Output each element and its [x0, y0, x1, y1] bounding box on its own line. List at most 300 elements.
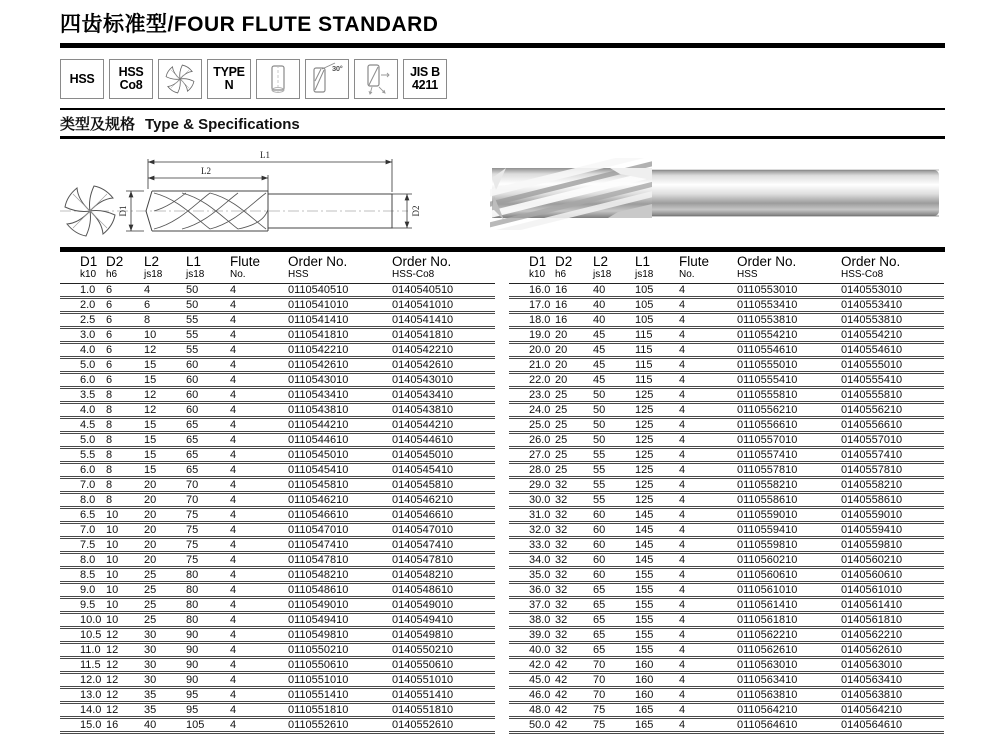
table-cell: 60	[186, 373, 230, 388]
table-cell: 0140549010	[392, 598, 495, 613]
table-cell: 5.5	[60, 448, 106, 463]
table-cell: 0140545810	[392, 478, 495, 493]
table-cell: 4	[230, 628, 288, 643]
table-cell: 75	[593, 718, 635, 733]
table-row	[60, 628, 495, 643]
table-cell: 28.0	[509, 463, 555, 478]
table-cell: 3.0	[60, 328, 106, 343]
table-cell: 25	[555, 403, 593, 418]
table-row	[509, 298, 944, 313]
table-cell: 32	[555, 613, 593, 628]
table-cell: 10.5	[60, 628, 106, 643]
table-cell: 0110548210	[288, 568, 392, 583]
table-row	[60, 673, 495, 688]
table-cell: 0140551810	[392, 703, 495, 718]
table-cell: 6	[106, 373, 144, 388]
table-cell: 125	[635, 418, 679, 433]
table-cell: 4	[230, 538, 288, 553]
table-cell: 25	[555, 388, 593, 403]
table-cell: 75	[186, 523, 230, 538]
badge-hss-co8-line2: Co8	[119, 78, 143, 92]
table-cell: 7.5	[60, 538, 106, 553]
table-row	[509, 553, 944, 568]
table-cell: 6	[106, 313, 144, 328]
table-cell: 6.0	[60, 373, 106, 388]
table-cell: 4	[679, 703, 737, 718]
table-row	[509, 284, 944, 298]
badge-hss-label: HSS	[69, 71, 95, 86]
table-cell: 0110547810	[288, 553, 392, 568]
table-row	[509, 598, 944, 613]
table-row	[60, 433, 495, 448]
table-cell: 70	[186, 478, 230, 493]
table-cell: 50	[593, 418, 635, 433]
table-cell: 40.0	[509, 643, 555, 658]
table-cell: 4	[679, 673, 737, 688]
table-row	[60, 313, 495, 328]
table-cell: 40	[593, 298, 635, 313]
table-cell: 160	[635, 673, 679, 688]
table-cell: 0110555810	[737, 388, 841, 403]
table-row	[509, 328, 944, 343]
table-cell: 4	[230, 448, 288, 463]
dimension-drawing	[60, 145, 460, 243]
table-cell: 0140543410	[392, 388, 495, 403]
table-cell: 4	[230, 403, 288, 418]
table-cell: 32	[555, 493, 593, 508]
table-cell: 0140562210	[841, 628, 944, 643]
table-cell: 4	[230, 643, 288, 658]
table-cell: 0140546210	[392, 493, 495, 508]
table-cell: 6	[106, 298, 144, 313]
table-cell: 20	[144, 538, 186, 553]
table-cell: 0140548210	[392, 568, 495, 583]
table-cell: 45	[593, 343, 635, 358]
table-cell: 8	[144, 313, 186, 328]
table-row	[60, 568, 495, 583]
table-cell: 30.0	[509, 493, 555, 508]
table-row	[509, 703, 944, 718]
table-cell: 12	[144, 403, 186, 418]
table-cell: 4	[230, 433, 288, 448]
table-cell: 0110546610	[288, 508, 392, 523]
table-cell: 8	[106, 403, 144, 418]
table-cell: 20.0	[509, 343, 555, 358]
table-cell: 0110553410	[737, 298, 841, 313]
table-cell: 0110561410	[737, 598, 841, 613]
table-cell: 0140548610	[392, 583, 495, 598]
table-cell: 0140563410	[841, 673, 944, 688]
table-cell: 80	[186, 598, 230, 613]
table-cell: 0140558210	[841, 478, 944, 493]
table-cell: 0110557810	[737, 463, 841, 478]
table-cell: 125	[635, 493, 679, 508]
table-row	[60, 298, 495, 313]
table-cell: 29.0	[509, 478, 555, 493]
table-cell: 10.0	[60, 613, 106, 628]
table-cell: 55	[186, 313, 230, 328]
table-cell: 4	[230, 718, 288, 733]
table-cell: 125	[635, 463, 679, 478]
table-cell: 20	[555, 358, 593, 373]
table-cell: 1.0	[60, 284, 106, 298]
table-cell: 75	[186, 538, 230, 553]
table-cell: 0110560210	[737, 553, 841, 568]
table-cell: 125	[635, 388, 679, 403]
table-cell: 10	[144, 328, 186, 343]
table-cell: 4	[230, 343, 288, 358]
table-cell: 0110543010	[288, 373, 392, 388]
col-d2: D2 h6	[106, 252, 144, 284]
table-cell: 0110558610	[737, 493, 841, 508]
table-cell: 16	[555, 313, 593, 328]
table-cell: 60	[186, 403, 230, 418]
col-l1: L1 js18	[186, 252, 230, 284]
table-cell: 65	[593, 613, 635, 628]
table-cell: 16.0	[509, 284, 555, 298]
table-cell: 0140549410	[392, 613, 495, 628]
table-cell: 0140559010	[841, 508, 944, 523]
table-cell: 0110553810	[737, 313, 841, 328]
table-row	[60, 358, 495, 373]
table-cell: 155	[635, 628, 679, 643]
badge-plain-shank	[256, 59, 300, 99]
table-cell: 35	[144, 703, 186, 718]
endmill-photo	[490, 158, 945, 230]
table-cell: 0110545410	[288, 463, 392, 478]
table-cell: 0140561010	[841, 583, 944, 598]
table-cell: 0140563010	[841, 658, 944, 673]
helix-angle-label: 30°	[332, 64, 343, 73]
table-cell: 0140544610	[392, 433, 495, 448]
table-row	[509, 523, 944, 538]
table-cell: 0140550210	[392, 643, 495, 658]
col-d1: D1 k10	[60, 252, 106, 284]
table-row	[60, 658, 495, 673]
table-cell: 55	[186, 328, 230, 343]
badge-jis	[403, 59, 447, 99]
table-cell: 0140547410	[392, 538, 495, 553]
table-cell: 60	[186, 388, 230, 403]
table-cell: 160	[635, 658, 679, 673]
table-cell: 25	[144, 598, 186, 613]
table-cell: 4	[230, 598, 288, 613]
table-row	[60, 523, 495, 538]
badge-four-flute	[158, 59, 202, 99]
table-cell: 45	[593, 373, 635, 388]
table-cell: 0110549410	[288, 613, 392, 628]
table-cell: 6	[106, 358, 144, 373]
table-cell: 35.0	[509, 568, 555, 583]
table-cell: 160	[635, 688, 679, 703]
table-cell: 0110563010	[737, 658, 841, 673]
table-cell: 4	[679, 583, 737, 598]
table-cell: 4	[230, 523, 288, 538]
table-cell: 36.0	[509, 583, 555, 598]
table-cell: 32	[555, 643, 593, 658]
table-cell: 0140540510	[392, 284, 495, 298]
table-cell: 46.0	[509, 688, 555, 703]
table-cell: 0140560210	[841, 553, 944, 568]
table-cell: 32	[555, 478, 593, 493]
table-cell: 0110564610	[737, 718, 841, 733]
table-cell: 35	[144, 688, 186, 703]
table-cell: 19.0	[509, 328, 555, 343]
table-cell: 20	[555, 373, 593, 388]
table-cell: 4	[230, 583, 288, 598]
table-cell: 17.0	[509, 298, 555, 313]
table-cell: 0110546210	[288, 493, 392, 508]
table-cell: 21.0	[509, 358, 555, 373]
table-cell: 4	[679, 463, 737, 478]
table-cell: 0110545810	[288, 478, 392, 493]
table-row	[60, 343, 495, 358]
table-row	[60, 688, 495, 703]
badge-helix-angle	[305, 59, 349, 99]
table-cell: 0140551010	[392, 673, 495, 688]
table-cell: 30	[144, 643, 186, 658]
table-cell: 8.5	[60, 568, 106, 583]
table-cell: 70	[593, 688, 635, 703]
table-cell: 55	[593, 478, 635, 493]
table-cell: 12	[106, 673, 144, 688]
table-cell: 12.0	[60, 673, 106, 688]
table-cell: 4	[679, 388, 737, 403]
dim-l2	[148, 175, 268, 191]
table-cell: 4	[679, 538, 737, 553]
table-cell: 42	[555, 718, 593, 733]
section-rule-bottom	[60, 136, 945, 139]
table-cell: 0140564210	[841, 703, 944, 718]
table-cell: 0140555010	[841, 358, 944, 373]
table-cell: 32	[555, 583, 593, 598]
table-row	[60, 538, 495, 553]
table-row	[509, 403, 944, 418]
badge-jis-line1: JIS B	[410, 65, 440, 79]
table-cell: 6	[144, 298, 186, 313]
table-cell: 0140541810	[392, 328, 495, 343]
table-cell: 4	[144, 284, 186, 298]
table-row	[509, 628, 944, 643]
table-cell: 0110541410	[288, 313, 392, 328]
table-cell: 0140557810	[841, 463, 944, 478]
table-cell: 4	[679, 553, 737, 568]
col-order-hss: Order No. HSS	[737, 252, 841, 284]
badge-row	[60, 59, 945, 99]
table-cell: 4	[679, 433, 737, 448]
table-cell: 8	[106, 418, 144, 433]
table-cell: 65	[593, 628, 635, 643]
table-cell: 33.0	[509, 538, 555, 553]
table-row	[60, 703, 495, 718]
table-cell: 165	[635, 718, 679, 733]
table-cell: 30	[144, 628, 186, 643]
table-cell: 0140541010	[392, 298, 495, 313]
table-row	[60, 418, 495, 433]
table-cell: 12	[144, 388, 186, 403]
table-cell: 0140556610	[841, 418, 944, 433]
badge-center-cut	[354, 59, 398, 99]
table-cell: 125	[635, 478, 679, 493]
table-cell: 26.0	[509, 433, 555, 448]
table-cell: 8.0	[60, 493, 106, 508]
table-cell: 25	[144, 583, 186, 598]
table-row	[509, 658, 944, 673]
table-cell: 105	[635, 298, 679, 313]
table-cell: 0110552610	[288, 718, 392, 733]
table-row	[509, 583, 944, 598]
table-cell: 37.0	[509, 598, 555, 613]
table-cell: 42.0	[509, 658, 555, 673]
table-cell: 32	[555, 628, 593, 643]
table-cell: 4	[230, 613, 288, 628]
table-row	[509, 358, 944, 373]
table-cell: 0110544210	[288, 418, 392, 433]
table-cell: 4	[230, 553, 288, 568]
table-row	[60, 493, 495, 508]
table-cell: 10	[106, 598, 144, 613]
table-cell: 0110542610	[288, 358, 392, 373]
title-rule	[60, 43, 945, 48]
table-cell: 155	[635, 643, 679, 658]
section-heading-en: Type & Specifications	[145, 116, 300, 133]
table-cell: 4.5	[60, 418, 106, 433]
table-cell: 38.0	[509, 613, 555, 628]
table-cell: 75	[186, 508, 230, 523]
col-l2: L2 js18	[593, 252, 635, 284]
table-row	[60, 403, 495, 418]
table-cell: 0140551410	[392, 688, 495, 703]
table-row	[60, 373, 495, 388]
badge-hss-co8-line1: HSS	[118, 65, 144, 79]
table-cell: 105	[635, 284, 679, 298]
dim-l1	[148, 159, 392, 192]
table-cell: 55	[593, 463, 635, 478]
table-cell: 75	[593, 703, 635, 718]
table-cell: 12	[106, 643, 144, 658]
table-cell: 8	[106, 478, 144, 493]
table-cell: 60	[593, 508, 635, 523]
col-order-hssco8: Order No. HSS-Co8	[392, 252, 495, 284]
table-cell: 0110554610	[737, 343, 841, 358]
col-d1: D1 k10	[509, 252, 555, 284]
table-cell: 0110559410	[737, 523, 841, 538]
table-cell: 4	[230, 658, 288, 673]
table-row	[60, 613, 495, 628]
table-cell: 50	[593, 388, 635, 403]
table-row	[509, 538, 944, 553]
table-cell: 90	[186, 628, 230, 643]
table-cell: 4	[230, 298, 288, 313]
table-cell: 8	[106, 388, 144, 403]
table-cell: 0140555410	[841, 373, 944, 388]
table-cell: 0110559010	[737, 508, 841, 523]
table-row	[509, 388, 944, 403]
col-l1: L1 js18	[635, 252, 679, 284]
table-row	[509, 493, 944, 508]
table-cell: 4	[679, 688, 737, 703]
table-cell: 0110555410	[737, 373, 841, 388]
table-cell: 0140546610	[392, 508, 495, 523]
table-cell: 0110562610	[737, 643, 841, 658]
table-cell: 0140560610	[841, 568, 944, 583]
table-cell: 45.0	[509, 673, 555, 688]
table-cell: 0110553010	[737, 284, 841, 298]
table-cell: 0110562210	[737, 628, 841, 643]
table-row	[60, 598, 495, 613]
four-flute-end-icon	[162, 62, 198, 96]
table-cell: 0140557410	[841, 448, 944, 463]
table-cell: 4	[679, 403, 737, 418]
table-cell: 7.0	[60, 478, 106, 493]
table-cell: 45	[593, 358, 635, 373]
dim-l2-label: L2	[201, 166, 211, 176]
table-cell: 0110549010	[288, 598, 392, 613]
table-cell: 48.0	[509, 703, 555, 718]
table-cell: 10	[106, 523, 144, 538]
table-cell: 0140549810	[392, 628, 495, 643]
table-cell: 0140552610	[392, 718, 495, 733]
table-cell: 65	[186, 433, 230, 448]
table-cell: 4	[679, 658, 737, 673]
table-cell: 4	[230, 463, 288, 478]
table-cell: 40	[144, 718, 186, 733]
table-cell: 31.0	[509, 508, 555, 523]
table-cell: 4	[230, 508, 288, 523]
table-cell: 0110561810	[737, 613, 841, 628]
center-cut-icon	[358, 62, 394, 96]
spec-tables	[60, 252, 945, 734]
page-title: 四齿标准型/FOUR FLUTE STANDARD	[60, 13, 439, 36]
table-cell: 20	[555, 328, 593, 343]
table-cell: 105	[186, 718, 230, 733]
table-cell: 34.0	[509, 553, 555, 568]
table-cell: 70	[593, 673, 635, 688]
table-row	[509, 688, 944, 703]
table-cell: 25	[555, 448, 593, 463]
table-cell: 125	[635, 403, 679, 418]
table-cell: 145	[635, 508, 679, 523]
table-cell: 65	[186, 448, 230, 463]
table-cell: 4	[679, 613, 737, 628]
table-cell: 32.0	[509, 523, 555, 538]
table-cell: 55	[593, 448, 635, 463]
table-cell: 0140559810	[841, 538, 944, 553]
table-cell: 4	[230, 313, 288, 328]
header-row	[60, 252, 495, 284]
table-cell: 15	[144, 433, 186, 448]
table-cell: 7.0	[60, 523, 106, 538]
table-cell: 0110563410	[737, 673, 841, 688]
table-cell: 23.0	[509, 388, 555, 403]
table-cell: 4	[679, 628, 737, 643]
col-flute: Flute No.	[679, 252, 737, 284]
table-cell: 15	[144, 373, 186, 388]
table-row	[60, 478, 495, 493]
badge-type-line2: N	[224, 78, 234, 92]
table-cell: 65	[593, 583, 635, 598]
table-cell: 4	[679, 298, 737, 313]
table-cell: 0110559810	[737, 538, 841, 553]
table-cell: 12	[106, 703, 144, 718]
table-cell: 8	[106, 433, 144, 448]
table-cell: 4	[679, 343, 737, 358]
table-cell: 12	[106, 628, 144, 643]
table-cell: 0110556210	[737, 403, 841, 418]
table-cell: 55	[186, 343, 230, 358]
col-flute: Flute No.	[230, 252, 288, 284]
table-cell: 155	[635, 613, 679, 628]
